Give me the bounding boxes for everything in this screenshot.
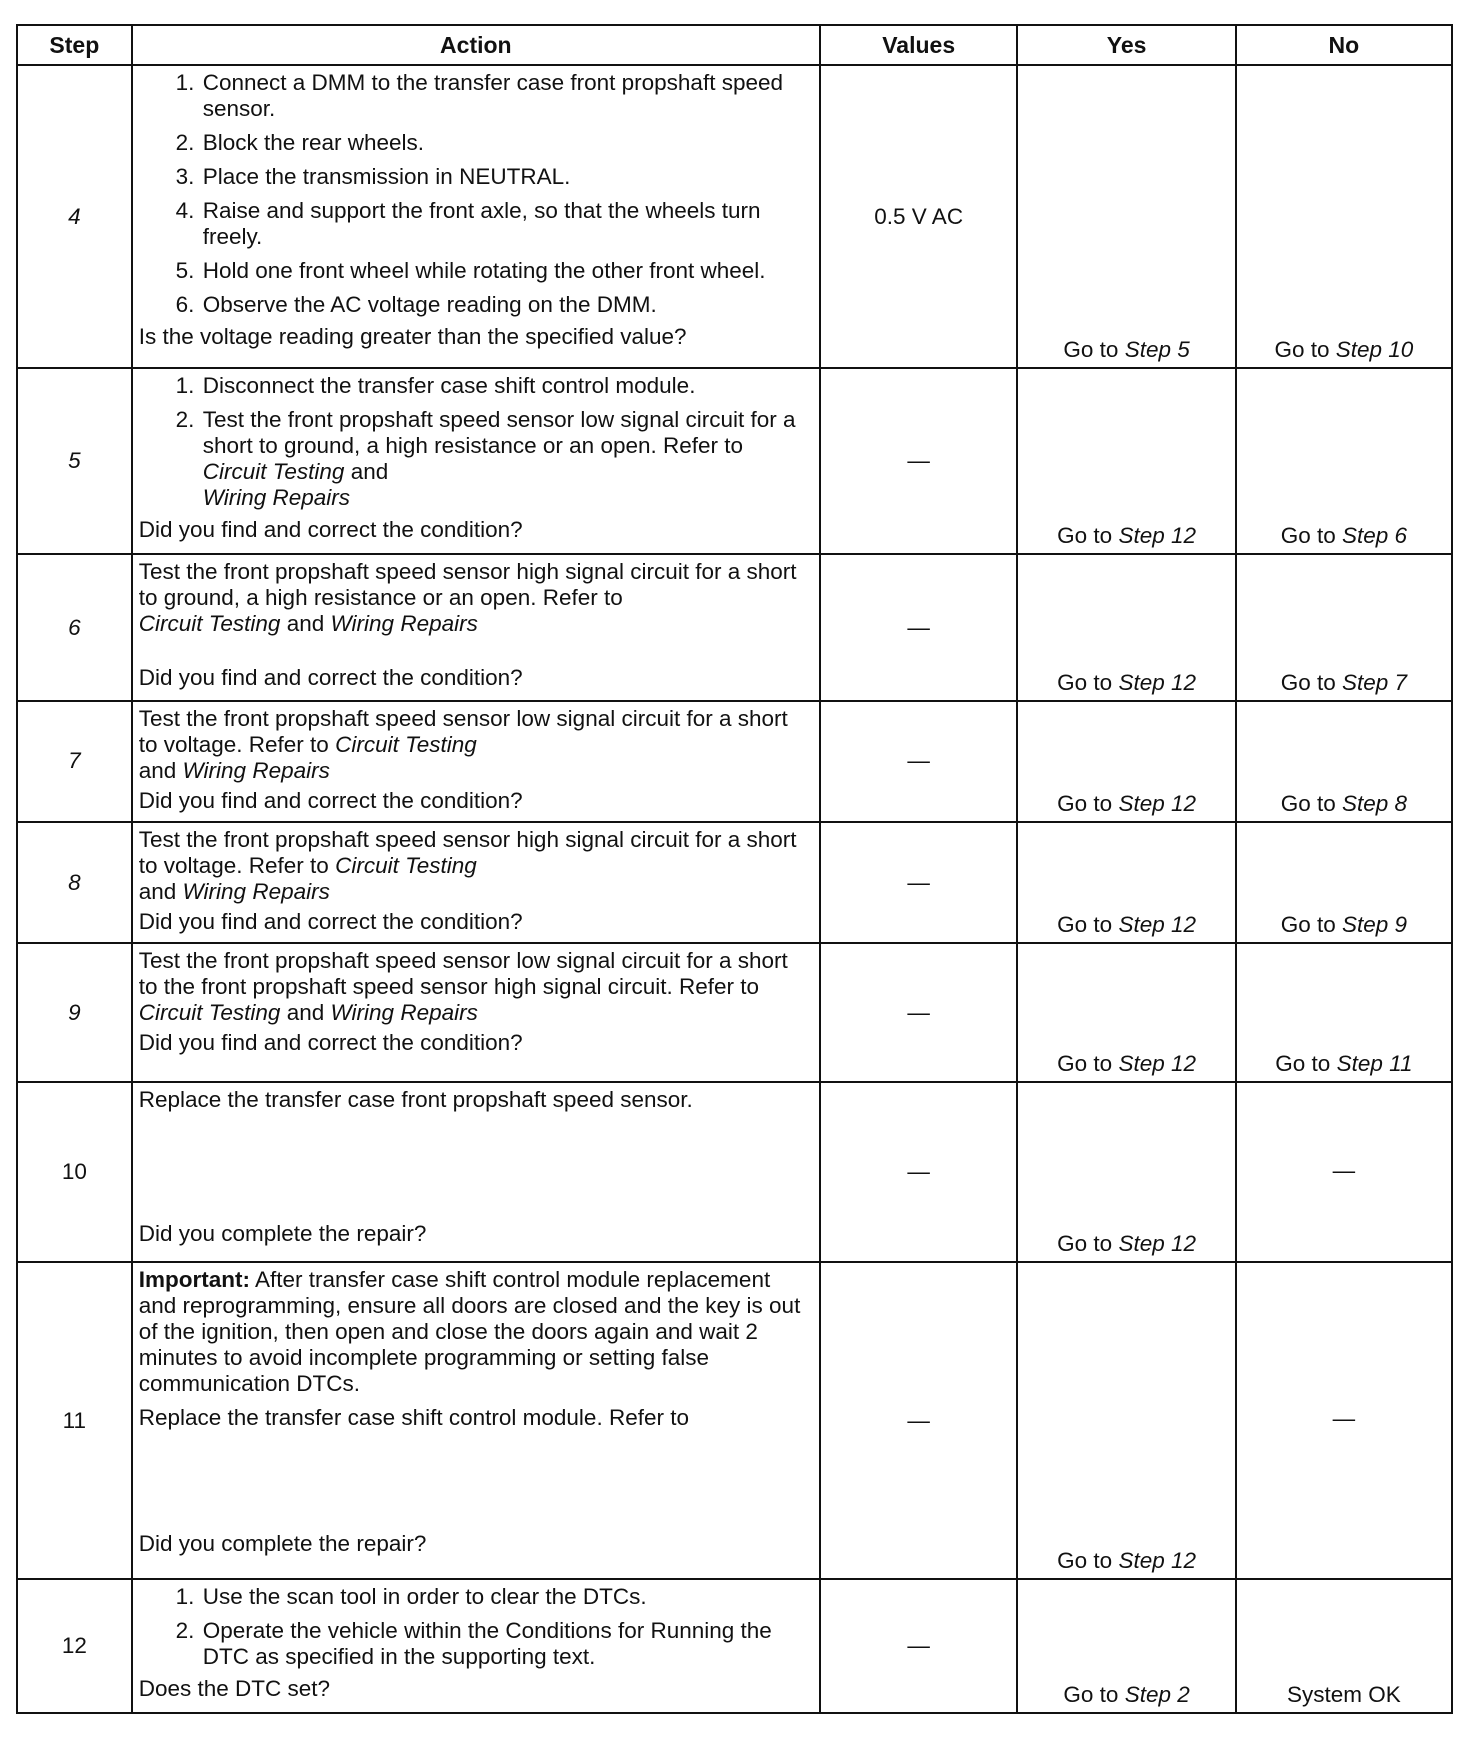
action-text	[139, 827, 811, 905]
step-link[interactable]: Step 12	[1118, 791, 1197, 817]
question: Does the DTC set?	[138, 1676, 331, 1702]
ref-link[interactable]: Circuit Testing	[335, 731, 477, 757]
list-item: 1. Disconnect the transfer case shift control module.	[201, 373, 811, 399]
no-cell: —	[1236, 1082, 1452, 1262]
step-number: 8	[17, 822, 132, 943]
action-list	[139, 373, 811, 511]
ref-link[interactable]: Wiring Repairs	[182, 879, 330, 905]
no-cell	[1236, 943, 1452, 1082]
step-link[interactable]: Step 12	[1118, 1051, 1197, 1077]
action-text: Replace the transfer case shift control module. Refer to	[138, 1405, 689, 1431]
text: Test the front propshaft speed sensor high signal circuit for a short to voltage. Refer to	[138, 827, 797, 879]
text: Test the front propshaft speed sensor low signal circuit for a short to the front propshaft speed sensor high signal circuit. Refer to	[138, 948, 788, 1000]
step-number: 5	[17, 368, 132, 554]
go-to-label: Go to	[1057, 669, 1113, 695]
yes-cell	[1017, 701, 1235, 822]
ref-and: and	[138, 879, 177, 905]
yes-cell	[1017, 65, 1235, 368]
ref-link[interactable]: Circuit Testing	[202, 459, 345, 485]
text: Test the front propshaft speed sensor low signal circuit for a short to voltage. Refer to	[138, 705, 788, 757]
step-number: 9	[17, 943, 132, 1082]
ref-link[interactable]: Circuit Testing	[138, 1000, 281, 1026]
yes-cell	[1017, 822, 1235, 943]
ref-and: and	[138, 757, 177, 783]
item-text: Test the front propshaft speed sensor low signal circuit for a short to ground, a high resistance or an open. Refer to	[202, 407, 796, 459]
action-text	[139, 706, 811, 784]
table-row	[17, 822, 1452, 943]
action-cell	[132, 1262, 820, 1579]
yes-cell	[1017, 1082, 1235, 1262]
go-to-label: Go to	[1057, 523, 1113, 549]
step-link[interactable]: Step 12	[1118, 912, 1197, 938]
action-cell	[132, 943, 820, 1082]
no-cell	[1236, 554, 1452, 700]
value-cell: —	[820, 943, 1017, 1082]
value-cell: —	[820, 368, 1017, 554]
no-cell: —	[1236, 1262, 1452, 1579]
action-wrap	[139, 1267, 811, 1557]
action-cell	[132, 65, 820, 368]
value-cell: —	[820, 1579, 1017, 1713]
text: Test the front propshaft speed sensor high signal circuit for a short to ground, a high resistance or an open. Refer to	[138, 559, 797, 611]
step-number: 6	[17, 554, 132, 700]
header-no: No	[1236, 25, 1452, 65]
table-row	[17, 554, 1452, 700]
yes-cell	[1017, 943, 1235, 1082]
ref-link[interactable]: Wiring Repairs	[202, 485, 351, 511]
value-cell: —	[820, 701, 1017, 822]
question: Is the voltage reading greater than the specified value?	[138, 324, 687, 349]
yes-cell	[1017, 1579, 1235, 1713]
value-cell: 0.5 V AC	[820, 65, 1017, 368]
go-to-label: Go to	[1057, 791, 1113, 817]
table-row	[17, 1579, 1452, 1713]
header-yes: Yes	[1017, 25, 1235, 65]
question: Did you find and correct the condition?	[138, 909, 523, 935]
step-link[interactable]: Step 2	[1124, 1682, 1190, 1707]
action-cell	[132, 1082, 820, 1262]
go-to-label: Go to	[1063, 1682, 1119, 1707]
list-item: 2. Block the rear wheels.	[201, 130, 811, 156]
no-cell: System OK	[1236, 1579, 1452, 1713]
ref-and: and	[286, 1000, 325, 1026]
important-label: Important:	[138, 1267, 250, 1293]
action-list	[139, 1584, 811, 1670]
action-cell	[132, 822, 820, 943]
go-to-label: Go to	[1057, 912, 1113, 938]
ref-link[interactable]: Circuit Testing	[335, 853, 477, 879]
value-cell: —	[820, 554, 1017, 700]
go-to-label: Go to	[1274, 337, 1330, 363]
ref-and: and	[350, 459, 389, 485]
go-to-label: Go to	[1280, 523, 1336, 549]
action-cell	[132, 1579, 820, 1713]
table-row	[17, 943, 1452, 1082]
no-cell	[1236, 822, 1452, 943]
important-text: After transfer case shift control module replacement and reprogramming, ensure all doors are closed and the key is out of the ignition, then open and close the doors again and wait 2 minutes to avoid incomplete programming or setting false communication DTCs.	[138, 1267, 801, 1397]
go-to-label: Go to	[1280, 669, 1336, 695]
question: Did you find and correct the condition?	[138, 665, 523, 691]
step-link[interactable]: Step 12	[1118, 669, 1197, 695]
action-list	[139, 70, 811, 318]
step-link[interactable]: Step 8	[1342, 791, 1408, 817]
table-row	[17, 368, 1452, 554]
important-note	[139, 1267, 811, 1397]
question: Did you complete the repair?	[138, 1221, 427, 1247]
yes-cell	[1017, 1262, 1235, 1579]
no-cell	[1236, 368, 1452, 554]
action-cell	[132, 368, 820, 554]
go-to-label: Go to	[1057, 1548, 1113, 1574]
action-text	[139, 948, 811, 1026]
header-action: Action	[132, 25, 820, 65]
step-number: 4	[17, 65, 132, 368]
step-link[interactable]: Step 12	[1118, 1231, 1197, 1257]
ref-link[interactable]: Wiring Repairs	[182, 757, 330, 783]
action-text	[139, 559, 811, 637]
header-values: Values	[820, 25, 1017, 65]
table-row	[17, 1082, 1452, 1262]
action-wrap	[139, 1087, 811, 1247]
question: Did you find and correct the condition?	[138, 787, 523, 813]
ref-link[interactable]: Wiring Repairs	[330, 1000, 478, 1026]
diagnostic-table	[16, 24, 1453, 1714]
question: Did you find and correct the condition?	[138, 517, 523, 543]
step-link[interactable]: Step 12	[1118, 523, 1197, 549]
list-item: 1. Connect a DMM to the transfer case front propshaft speed sensor.	[201, 70, 811, 122]
list-item: 4. Raise and support the front axle, so that the wheels turn freely.	[201, 198, 811, 250]
no-cell	[1236, 701, 1452, 822]
step-number: 10	[17, 1082, 132, 1262]
step-link[interactable]: Step 10	[1335, 337, 1414, 363]
list-item: 2. Operate the vehicle within the Conditions for Running the DTC as specified in the supporting text.	[201, 1618, 811, 1670]
ref-link[interactable]: Wiring Repairs	[330, 611, 478, 637]
go-to-label: Go to	[1057, 1051, 1113, 1077]
go-to-label: Go to	[1063, 337, 1119, 363]
value-cell: —	[820, 1082, 1017, 1262]
step-number: 12	[17, 1579, 132, 1713]
step-link[interactable]: Step 5	[1124, 337, 1190, 363]
list-item: 1. Use the scan tool in order to clear the DTCs.	[201, 1584, 811, 1610]
step-link[interactable]: Step 7	[1342, 669, 1408, 695]
yes-cell	[1017, 368, 1235, 554]
step-link[interactable]: Step 9	[1342, 912, 1408, 938]
value-cell: —	[820, 822, 1017, 943]
go-to-label: Go to	[1280, 791, 1336, 817]
question: Did you find and correct the condition?	[138, 1030, 523, 1056]
list-item: 6. Observe the AC voltage reading on the DMM.	[201, 292, 811, 318]
ref-and: and	[286, 611, 325, 637]
header-row	[17, 25, 1452, 65]
action-body	[139, 1267, 811, 1431]
question: Did you complete the repair?	[138, 1531, 427, 1557]
go-to-label: Go to	[1280, 912, 1336, 938]
table-row	[17, 1262, 1452, 1579]
action-text: Replace the transfer case front propshaft speed sensor.	[138, 1087, 693, 1113]
table-row	[17, 65, 1452, 368]
list-item: 5. Hold one front wheel while rotating the other front wheel.	[201, 258, 811, 284]
step-link[interactable]: Step 11	[1336, 1051, 1413, 1077]
table-row	[17, 701, 1452, 822]
header-step: Step	[17, 25, 132, 65]
list-item	[201, 407, 811, 511]
yes-cell	[1017, 554, 1235, 700]
go-to-label: Go to	[1057, 1231, 1113, 1257]
ref-link[interactable]: Circuit Testing	[138, 611, 281, 637]
list-item: 3. Place the transmission in NEUTRAL.	[201, 164, 811, 190]
action-cell	[132, 554, 820, 700]
action-cell	[132, 701, 820, 822]
step-link[interactable]: Step 6	[1342, 523, 1408, 549]
no-cell	[1236, 65, 1452, 368]
step-number: 7	[17, 701, 132, 822]
go-to-label: Go to	[1275, 1051, 1331, 1077]
step-link[interactable]: Step 12	[1118, 1548, 1197, 1574]
step-number: 11	[17, 1262, 132, 1579]
value-cell: —	[820, 1262, 1017, 1579]
